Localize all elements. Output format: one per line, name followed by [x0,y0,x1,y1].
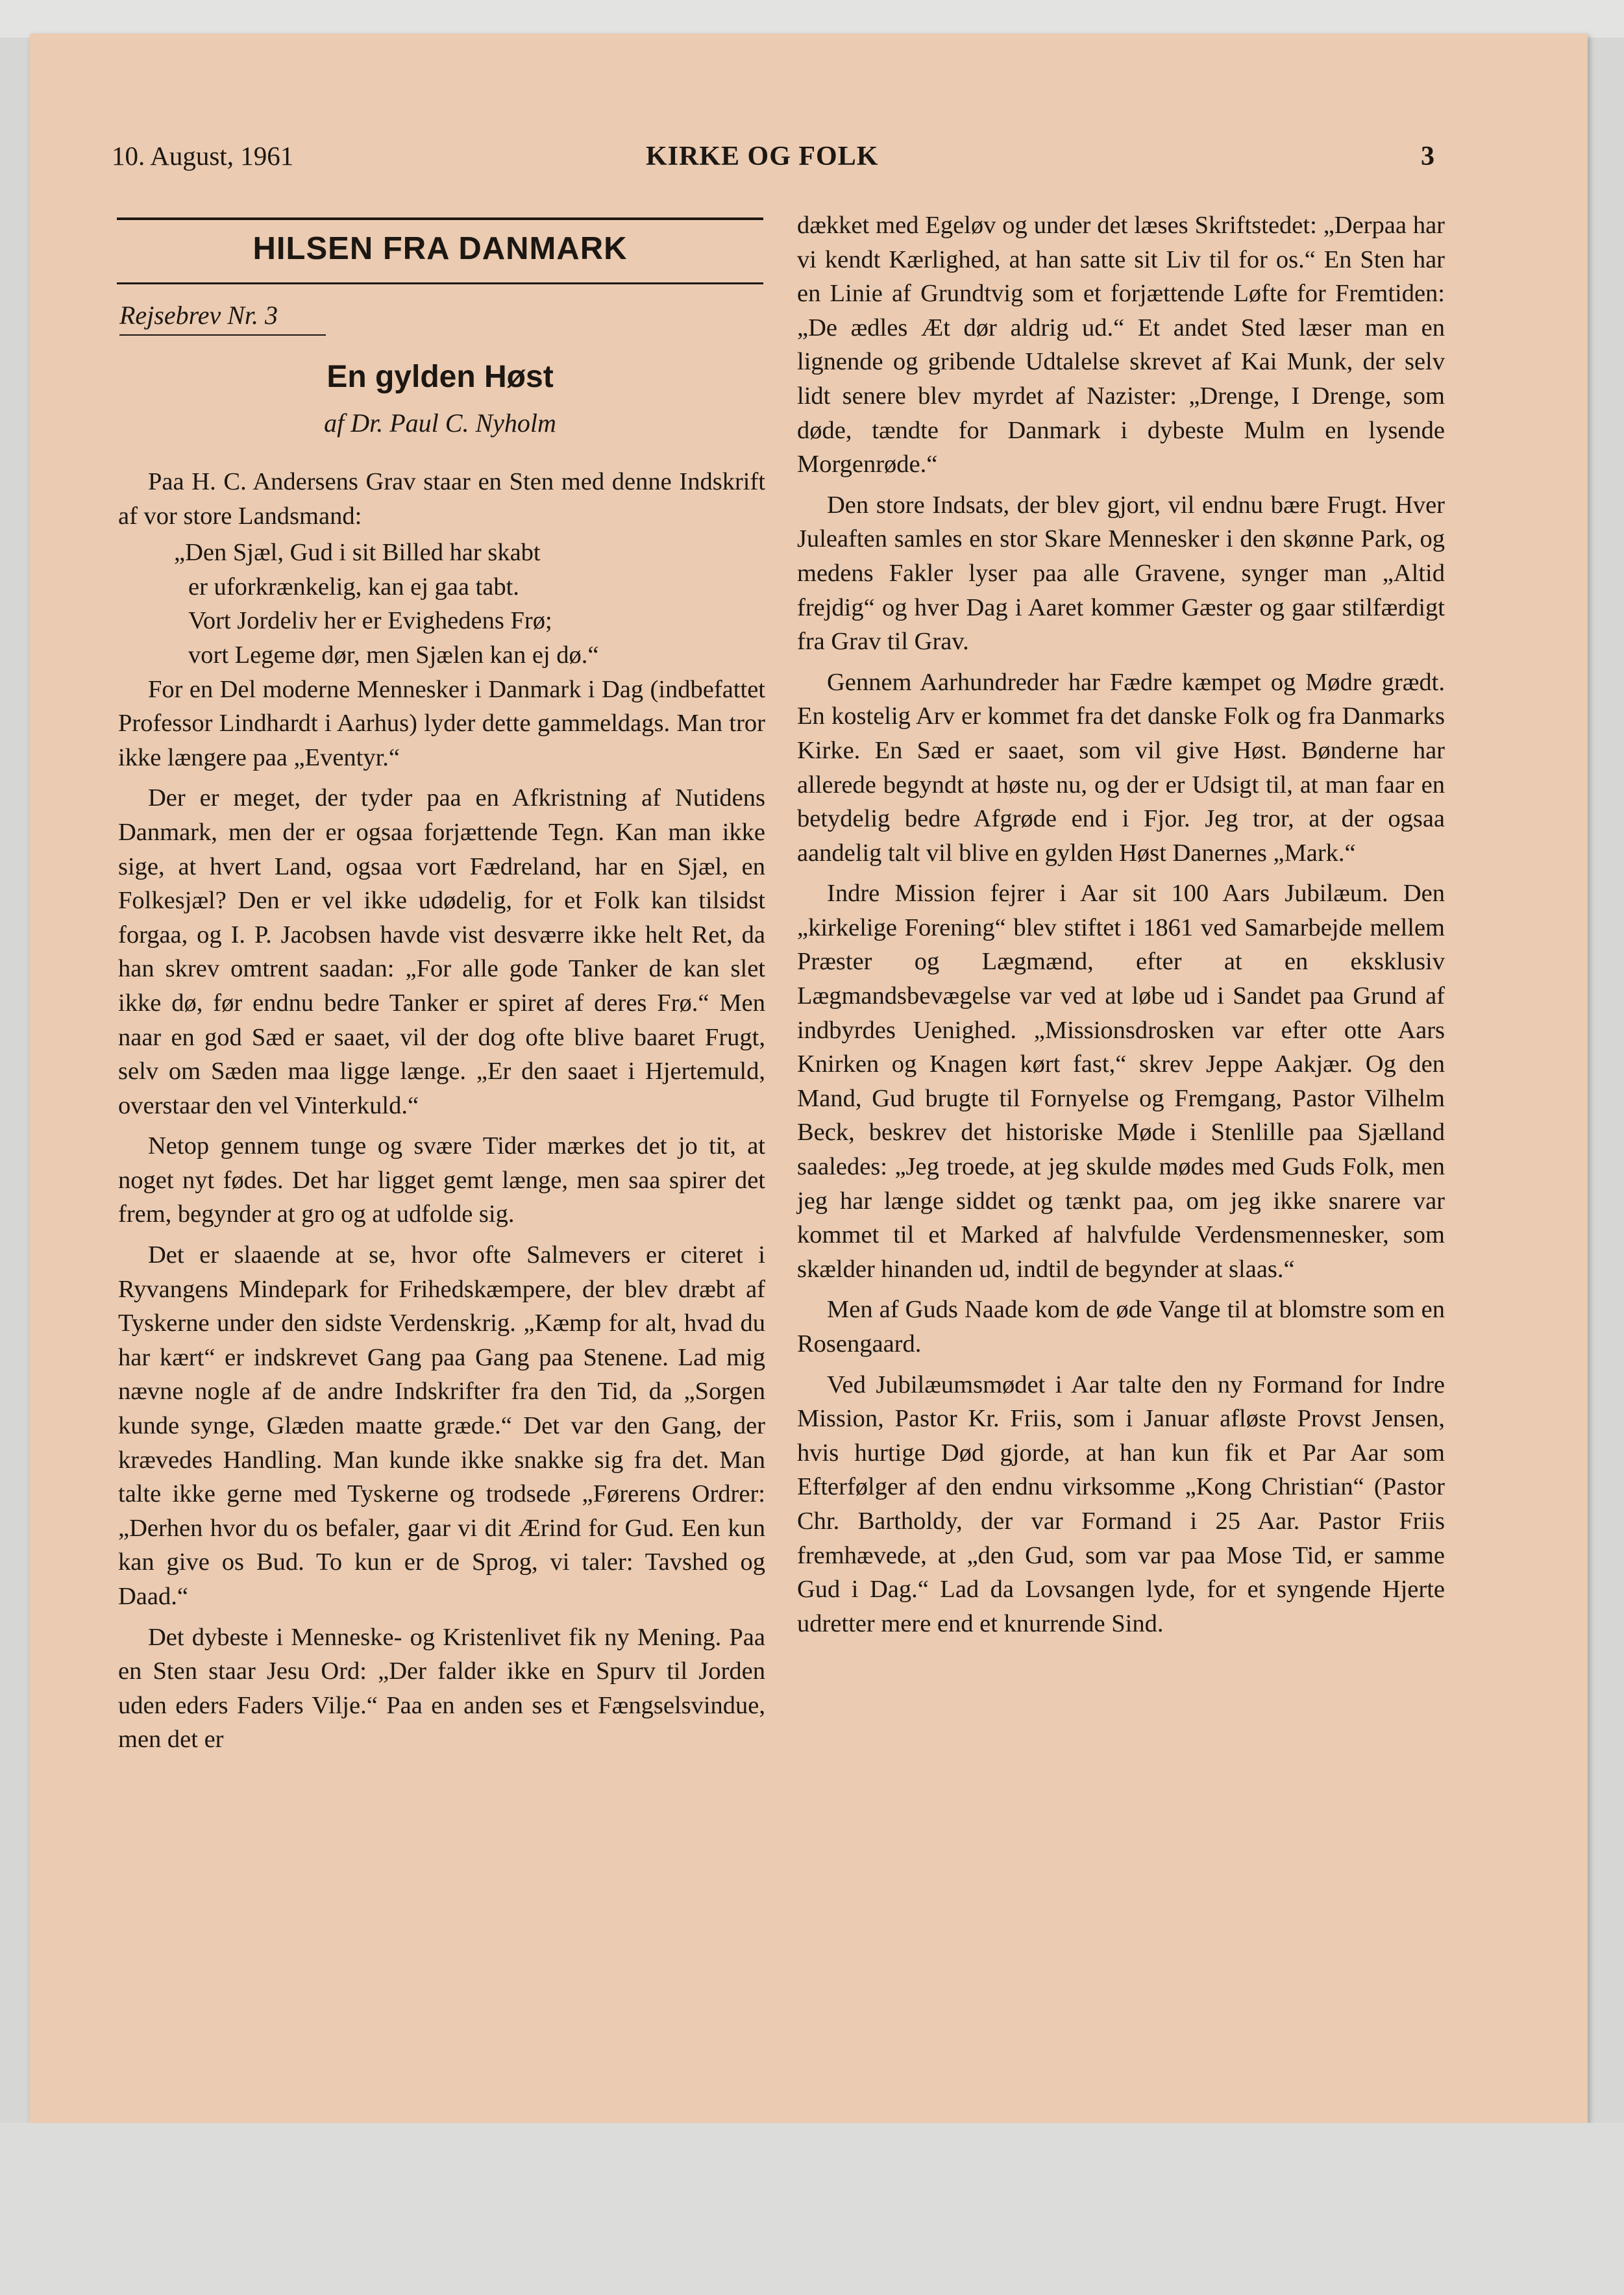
left-column [118,465,765,1757]
paragraph: Der er meget, der tyder paa en Afkristning af Nutidens Danmark, men der er ogsaa forjættende Tegn. Kan man ikke sige, at hvert Land, ogsaa vort Fædreland, har en Sjæl, en Folkesjæl? Den er vel ikke udødelig, for et Folk kan tilsidst forgaa, og I. P. Jacobsen havde vist desværre ikke helt Ret, da han skrev omtrent saadan: „For alle gode Tanker de kan slet ikke dø, før endnu bedre Tanker er spiret af deres Frø.“ Men naar en god Sæd er saaet, vil der dog ofte blive baaret Frugt, selv om Sæden maa ligge længe. „Er den saaet i Hjertemuld, overstaar den vel Vinterkuld.“ [118,784,765,1119]
poem-line: „Den Sjæl, Gud i sit Billed har skabt [174,539,541,567]
scanner-background-top [0,0,1624,38]
right-column [797,208,1445,1641]
scanner-background-bottom [0,2123,1624,2295]
paragraph: Paa H. C. Andersens Grav staar en Sten med denne Indskrift af vor store Landsmand: [118,468,765,530]
paragraph: Indre Mission fejrer i Aar sit 100 Aars Jubilæum. Den „kirkelige Forening“ blev stiftet i 1861 ved Samarbejde mellem Præster og Lægmænd, efter at en eksklusiv Lægmandsbevægelse var ved at løbe ud i Sandet paa Grund af indbyrdes Uenighed. „Missionsdrosken var efter otte Aars Knirken og Knagen kørt fast,“ skrev Jeppe Aakjær. Og den Mand, Gud brugte til Fornyelse og Fremgang, Pastor Vilhelm Beck, beskrev det historiske Møde i Stenlille paa Sjælland saaledes: „Jeg troede, at jeg skulde mødes med Guds Folk, men jeg har længe siddet og tænkt paa, om jeg ikke snarere var kommet til et Marked af halvfulde Verdensmennesker, som skælder hinanden ud, indtil de begynder at slaas.“ [797,880,1445,1283]
paragraph: For en Del moderne Mennesker i Danmark i Dag (indbefattet Professor Lindhardt i Aarhus) lyder dette gammeldags. Man tror ikke længere paa „Eventyr.“ [118,675,765,771]
poem-line: er uforkrænkelig, kan ej gaa tabt. [188,573,519,601]
paragraph: Den store Indsats, der blev gjort, vil endnu bære Frugt. Hver Juleaften samles en stor Skare Mennesker i den skønne Park, og medens Fakler lyser paa alle Gravene, synger man „Altid frejdig“ og hver Dag i Aaret kommer Gæster og gaar stilfærdigt fra Grav til Grav. [797,491,1445,656]
poem-line: vort Legeme dør, men Sjælen kan ej dø.“ [188,641,599,669]
section-rule-bottom [117,282,763,284]
paragraph: Netop gennem tunge og svære Tider mærkes det jo tit, at noget nyt fødes. Det har ligget gemt længe, men saa spirer det frem, begynder at gro og at udfolde sig. [118,1132,765,1228]
paragraph: Ved Jubilæumsmødet i Aar talte den ny Formand for Indre Mission, Pastor Kr. Friis, som i Januar afløste Provst Jensen, hvis hurtige Død gjorde, at han kun fik et Par Aar som Efterfølger af den endnu virksomme „Kong Christian“ (Pastor Chr. Bartholdy, der var Formand i 25 Aar. Pastor Friis fremhævede, at „den Gud, som var paa Mose Tid, er samme Gud i Dag.“ Lad da Lovsangen lyde, for et syngende Hjerte udretter mere end et knurrende Sind. [797,1371,1445,1637]
header-publication-title: KIRKE OG FOLK [646,142,879,171]
poem-line: Vort Jordeliv her er Evighedens Frø; [188,607,552,635]
paragraph: Det er slaaende at se, hvor ofte Salmevers er citeret i Ryvangens Mindepark for Frihedskæmpere, der blev dræbt af Tyskerne under den sidste Verdenskrig. „Kæmp for alt, hvad du har kært“ er indskrevet Gang paa Gang paa Stenene. Lad mig nævne nogle af de andre Indskrifter fra den Tid, da „Sorgen kunde synge, Glæden maatte græde.“ Det var den Gang, der krævedes Handling. Man kunde ikke snakke sig fra det. Man talte ikke gerne med Tyskerne og trodsede „Førerens Ordrer: „Derhen hvor du os befaler, gaar vi dit Ærind for Gud. Een kun kan give os Bud. To kun er de Sprog, vi taler: Tavshed og Daad.“ [118,1241,765,1610]
paragraph: Det dybeste i Menneske- og Kristenlivet fik ny Mening. Paa en Sten staar Jesu Ord: „Der falder ikke en Spurv til Jorden uden eders Faders Vilje.“ Paa en anden ses et Fængselsvindue, men det er [118,1623,765,1754]
poem-inscription [174,536,765,672]
paragraph: dækket med Egeløv og under det læses Skriftstedet: „Derpaa har vi kendt Kærlighed, at han satte sit Liv til for os.“ En Sten har en Linie af Grundtvig som et forjættende Løfte for Fremtiden: „De ædles Æt dør aldrig ud.“ Et andet Sted læser man en lignende og gribende Udtalelse skrevet af Kai Munk, der selv lidt senere blev myrdet af Nazister: „Drenge, I Drenge, som døde, tændte for Danmark i dybeste Mulm en lysende Morgenrøde.“ [797,212,1445,478]
letter-number: Rejsebrev Nr. 3 [119,300,326,336]
section-title: HILSEN FRA DANMARK [252,231,628,266]
article-title: En gylden Høst [326,360,554,394]
paragraph: Gennem Aarhundreder har Fædre kæmpet og Mødre grædt. En kostelig Arv er kommet fra det danske Folk og fra Danmarks Kirke. En Sæd er saaet, som vil give Høst. Bønderne har allerede begyndt at høste nu, og der er Udsigt til, at man faar en betydelig bedre Afgrøde end i Fjor. Jeg tror, at der ogsaa aandelig talt vil blive en gylden Høst Danernes „Mark.“ [797,668,1445,867]
section-rule-top [117,217,763,220]
header-page-number: 3 [1421,142,1434,171]
header-date: 10. August, 1961 [112,141,294,171]
paragraph: Men af Guds Naade kom de øde Vange til at blomstre som en Rosengaard. [797,1296,1445,1358]
article-byline: af Dr. Paul C. Nyholm [324,408,556,438]
